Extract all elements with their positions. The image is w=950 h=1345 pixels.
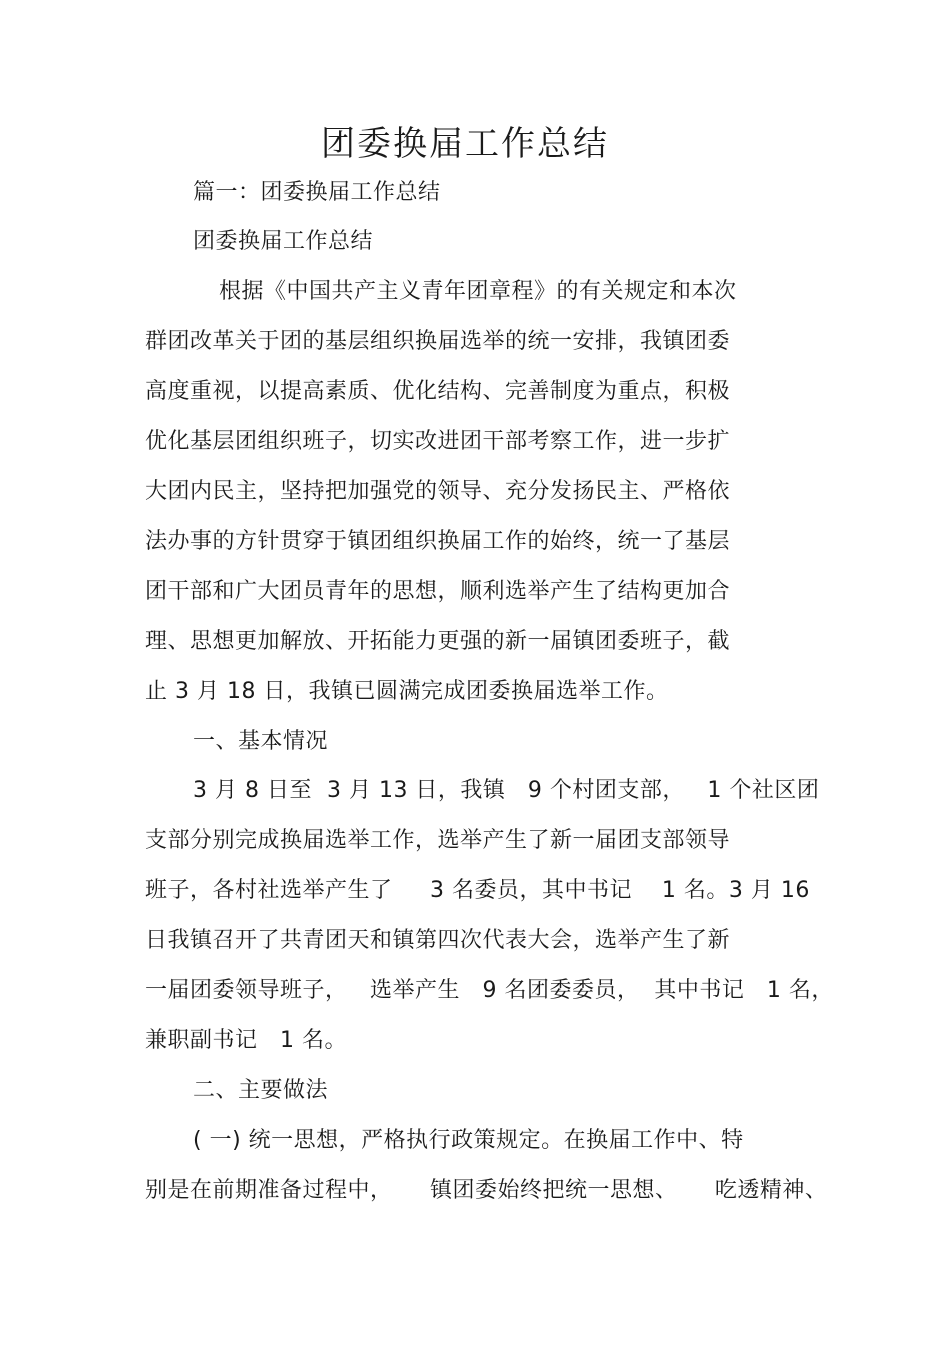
paragraph-line: 止 3 月 18 日，我镇已圆满完成团委换届选举工作。 [145, 679, 669, 704]
section-heading-pian1: 篇一：团委换届工作总结 [193, 180, 441, 205]
subtitle: 团委换届工作总结 [193, 229, 374, 254]
paragraph-line: 班子，各村社选举产生了 3 名委员，其中书记 1 名。3 月 16 [145, 878, 810, 903]
paragraph-line: 一届团委领导班子， 选举产生 9 名团委委员， 其中书记 1 名， [145, 978, 834, 1003]
paragraph-line: 群团改革关于团的基层组织换届选举的统一安排，我镇团委 [145, 329, 731, 354]
paragraph-line: 3 月 8 日至 3 月 13 日，我镇 9 个村团支部， 1 个社区团 [193, 778, 820, 803]
paragraph-line: 支部分别完成换届选举工作，选举产生了新一届团支部领导 [145, 828, 731, 853]
paragraph-line: 团干部和广大团员青年的思想，顺利选举产生了结构更加合 [145, 579, 731, 604]
paragraph-line: 兼职副书记 1 名。 [145, 1028, 347, 1053]
paragraph-line: 高度重视，以提高素质、优化结构、完善制度为重点，积极 [145, 379, 731, 404]
section-heading-basic: 一、基本情况 [193, 729, 329, 754]
paragraph-line: 理、思想更加解放、开拓能力更强的新一届镇团委班子，截 [145, 629, 731, 654]
paragraph-line: 别是在前期准备过程中， 镇团委始终把统一思想、 吃透精神、 [145, 1178, 828, 1203]
document-title: 团委换届工作总结 [321, 124, 609, 164]
paragraph-line: 法办事的方针贯穿于镇团组织换届工作的始终，统一了基层 [145, 529, 731, 554]
paragraph-line: ( 一) 统一思想，严格执行政策规定。在换届工作中、特 [193, 1128, 744, 1153]
paragraph-line: 大团内民主，坚持把加强党的领导、充分发扬民主、严格依 [145, 479, 731, 504]
section-heading-methods: 二、主要做法 [193, 1078, 329, 1103]
paragraph-line: 优化基层团组织班子，切实改进团干部考察工作，进一步扩 [145, 429, 731, 454]
paragraph-line: 日我镇召开了共青团天和镇第四次代表大会，选举产生了新 [145, 928, 731, 953]
paragraph-line: 根据《中国共产主义青年团章程》的有关规定和本次 [219, 279, 737, 304]
